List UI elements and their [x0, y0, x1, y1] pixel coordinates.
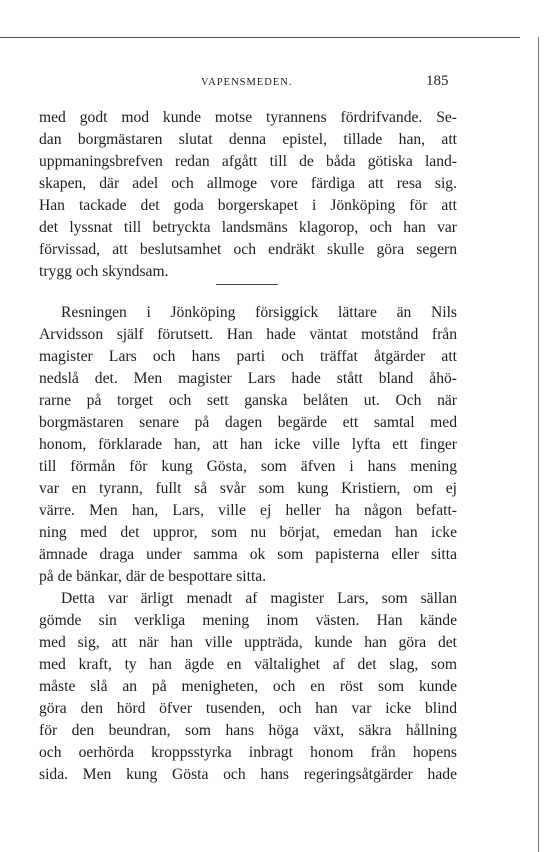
text-line: värre. Men han, Lars, ville ej heller ha någon befatt-	[39, 502, 457, 519]
text-line: ämnade draga under samma ok som papisterna eller sitta	[39, 546, 457, 563]
text-line: ning med det uppror, som nu börjat, emedan han icke	[39, 524, 457, 541]
top-border-line	[0, 37, 520, 38]
section-divider	[216, 284, 278, 285]
text-line: med godt mod kunde motse tyrannens fördrifvande. Se-	[39, 109, 457, 126]
paragraph-3	[39, 588, 457, 786]
running-title: VAPENSMEDEN.	[201, 77, 293, 88]
text-line: var en tyrann, fullt så svår som kung Kristiern, om ej	[39, 480, 457, 497]
text-line: gömde sin verkliga mening inom västen. Han kände	[39, 612, 457, 629]
page-number: 185	[426, 73, 449, 89]
text-line: uppmaningsbrefven redan afgått till de båda götiska land-	[39, 153, 457, 170]
text-line: och oerhörda kroppsstyrka inbragt honom från hopens	[39, 744, 457, 761]
text-line: magister Lars och hans parti och träffat åtgärder att	[39, 348, 457, 365]
text-line: förvissad, att beslutsamhet och endräkt skulle göra segern	[39, 241, 457, 258]
text-line: Han tackade det goda borgerskapet i Jönköping för att	[39, 197, 457, 214]
text-line: honom, förklarade han, att han icke ville lyfta ett finger	[39, 436, 457, 453]
text-line: borgmästaren senare på dagen begärde ett samtal med	[39, 414, 457, 431]
text-line: skapen, där adel och allmoge vore färdiga att resa sig.	[39, 175, 457, 192]
running-header	[0, 75, 544, 95]
text-line: det lyssnat till betryckta landsmäns klagorop, och han var	[39, 219, 457, 236]
text-line: på de bänkar, där de bespottare sitta.	[39, 568, 267, 585]
text-line: Detta var ärligt menadt af magister Lars, som sällan	[61, 590, 457, 607]
text-line: till förmån för kung Gösta, som äfven i hans mening	[39, 458, 457, 475]
text-line: göra den hörd öfver tusenden, och han var icke blind	[39, 700, 457, 717]
text-line: dan borgmästaren slutat denna epistel, tillade han, att	[39, 131, 457, 148]
paragraph-2	[39, 302, 457, 588]
text-line: rarne på torget och sett ganska belåten ut. Och när	[39, 392, 457, 409]
right-border-line	[538, 37, 539, 852]
text-line: med sig, att när han ville uppträda, kunde han göra det	[39, 634, 457, 651]
text-line: Resningen i Jönköping försiggick lättare än Nils	[61, 304, 457, 321]
text-line: måste slå an på menigheten, och en röst som kunde	[39, 678, 457, 695]
text-line: trygg och skyndsam.	[39, 263, 169, 280]
text-line: Arvidsson själf förutsett. Han hade väntat motstånd från	[39, 326, 457, 343]
text-line: för den beundran, som hans höga växt, säkra hållning	[39, 722, 457, 739]
text-line: med kraft, ty han ägde en vältalighet af det slag, som	[39, 656, 457, 673]
text-line: nedslå det. Men magister Lars hade stått bland åhö-	[39, 370, 457, 387]
text-line: sida. Men kung Gösta och hans regeringsåtgärder hade	[39, 766, 457, 783]
paragraph-1	[39, 107, 457, 283]
